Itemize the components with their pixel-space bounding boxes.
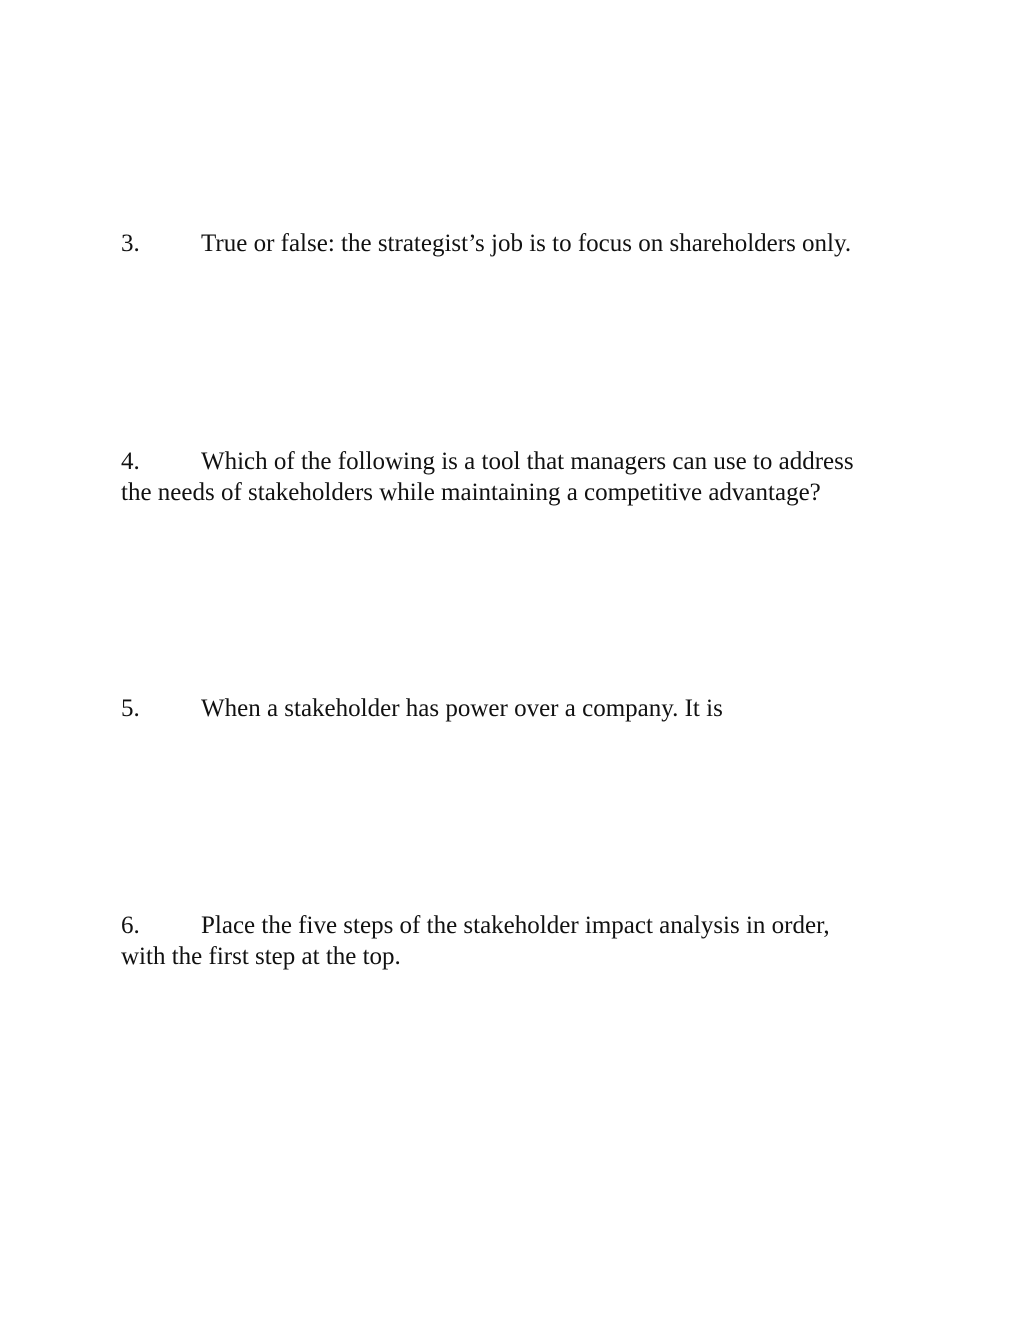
question-3 bbox=[121, 228, 921, 259]
question-6-line-2: with the first step at the top. bbox=[121, 943, 401, 970]
question-4 bbox=[121, 446, 921, 508]
question-5-line-1 bbox=[121, 693, 921, 724]
question-3-line-1 bbox=[121, 228, 921, 259]
question-4-number: 4. bbox=[121, 448, 140, 475]
question-3-text: True or false: the strategist’s job is to focus on shareholders only. bbox=[201, 230, 852, 257]
question-6 bbox=[121, 910, 921, 972]
question-6-text: Place the five steps of the stakeholder impact analysis in order, bbox=[201, 912, 830, 939]
question-4-line-2: the needs of stakeholders while maintaining a competitive advantage? bbox=[121, 479, 821, 506]
question-5 bbox=[121, 693, 921, 724]
question-5-number: 5. bbox=[121, 695, 140, 722]
question-6-line-1 bbox=[121, 910, 921, 941]
question-6-number: 6. bbox=[121, 912, 140, 939]
question-5-text: When a stakeholder has power over a company. It is bbox=[201, 695, 723, 722]
question-4-line-1 bbox=[121, 446, 921, 477]
question-3-number: 3. bbox=[121, 230, 140, 257]
question-4-text: Which of the following is a tool that managers can use to address bbox=[201, 448, 854, 475]
